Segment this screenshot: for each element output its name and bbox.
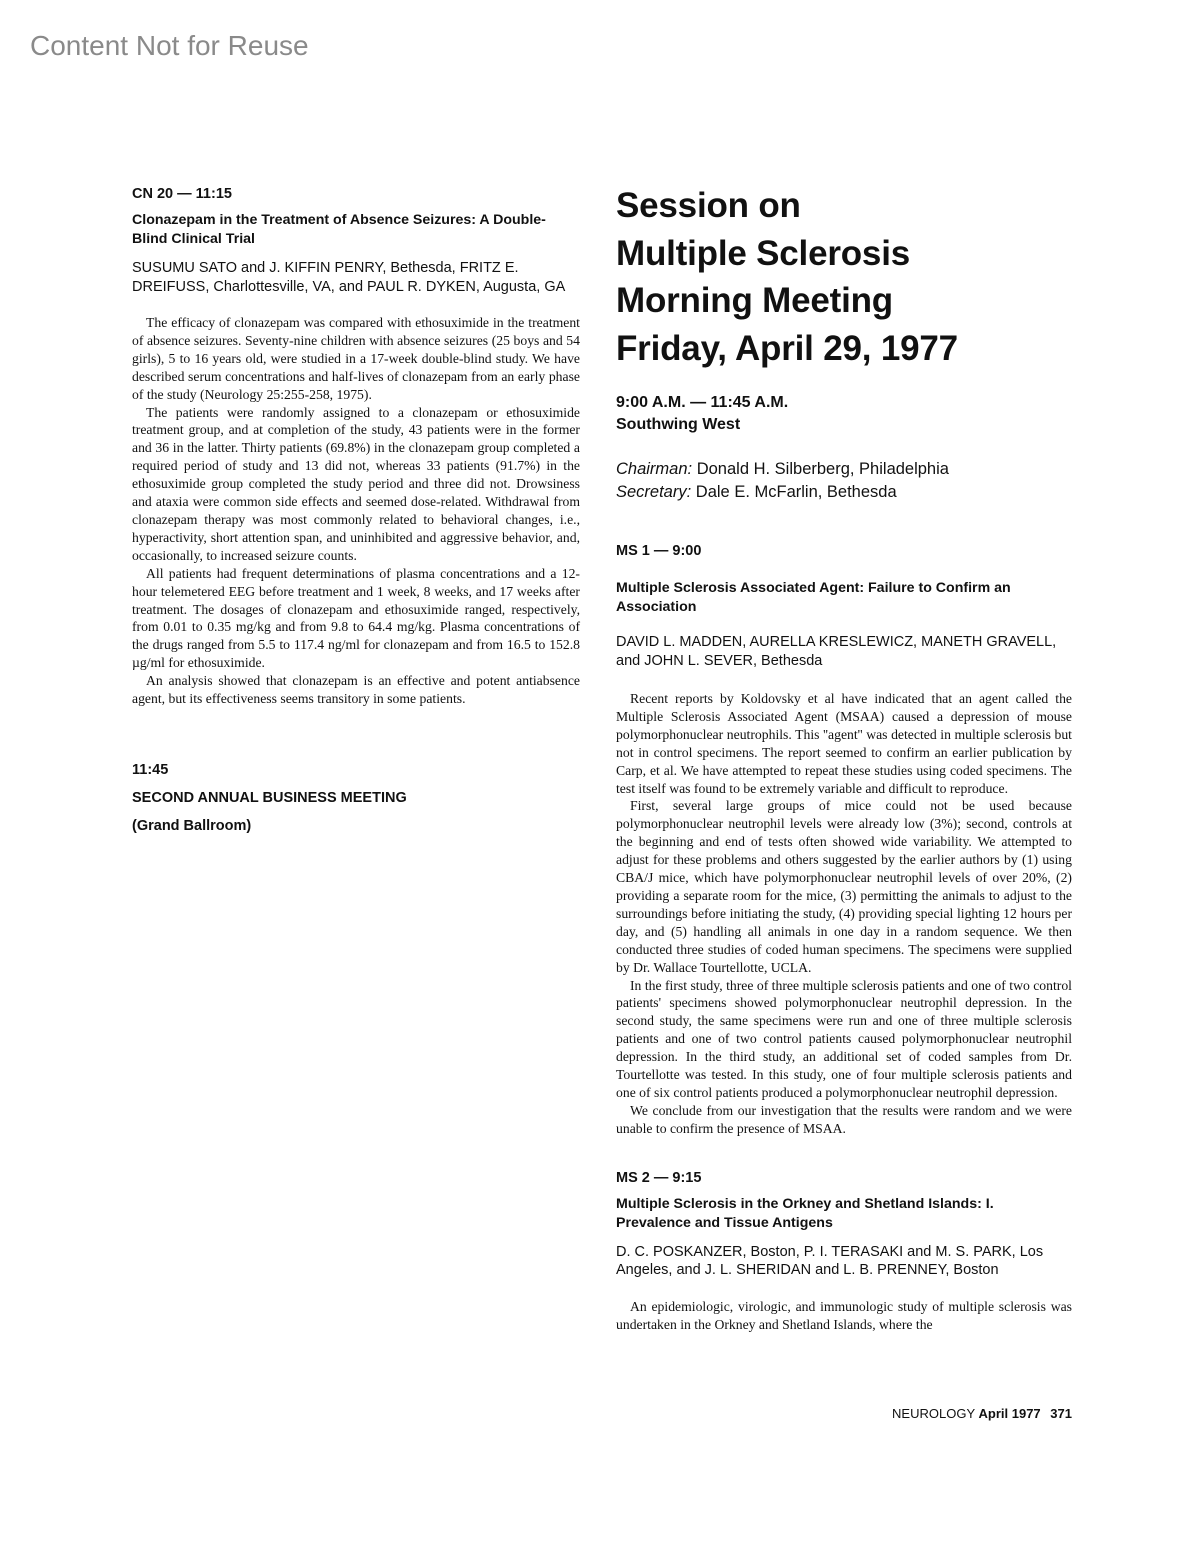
abstract-authors: SUSUMU SATO and J. KIFFIN PENRY, Bethesda, FRITZ E. DREIFUSS, Charlottesville, VA, and PAUL R. DYKEN, Augusta, GA: [132, 260, 566, 295]
session-title-line: Morning Meeting: [616, 281, 893, 320]
session-room: Southwing West: [616, 416, 741, 433]
secretary-name: Dale E. McFarlin, Bethesda: [695, 482, 897, 501]
abstract-body: [132, 314, 580, 708]
abstract-body: [616, 690, 1072, 1138]
abstract-paragraph: First, several large groups of mice could not be used because polymorphonuclear neutrophil levels were already low (3%); second, controls at the beginning and end of tests often showed wide variability. We attempted to adjust for these problems and others suggested by the earlier authors by (1) using CBA/J mice, which have polymorphonuclear neutrophil levels of over 20%, (2) providing a separate room for the mice, (3) permitting the animals to adjust to the surroundings before initiating the study, (4) providing special lighting 12 hours per day, and (5) handling all animals in one day in a random sequence. We then conducted three studies of coded human specimens. The specimens were supplied by Dr. Wallace Tourtellotte, UCLA.: [616, 798, 1072, 975]
session-time-block: [616, 392, 1072, 436]
abstract-paragraph: An analysis showed that clonazepam is an effective and potent antiabsence agent, but its effectiveness seems transitory in some patients.: [132, 673, 580, 707]
session-title-line: Multiple Sclerosis: [616, 233, 910, 273]
abstract-ms1: [616, 543, 1072, 1138]
abstract-title: Multiple Sclerosis Associated Agent: Failure to Confirm an Association: [616, 580, 1011, 615]
session-time-range: 9:00 A.M. — 11:45 A.M.: [616, 394, 789, 411]
chairman-name: Donald H. Silberberg, Philadelphia: [696, 460, 949, 478]
abstract-code: CN 20 — 11:15: [132, 186, 232, 202]
abstract-code: MS 1 — 9:00: [616, 543, 702, 559]
footer-page-number: 371: [1050, 1406, 1072, 1421]
secretary-label: Secretary:: [616, 482, 692, 501]
abstract-title: Clonazepam in the Treatment of Absence Seizures: A Double-Blind Clinical Trial: [132, 212, 546, 247]
abstract-paragraph: All patients had frequent determinations of plasma concentrations and a 12-hour telemetered EEG before treatment and 1 week, 8 weeks, and 17 weeks after treatment. The dosages of clonazepam and ethosuximide ranged, respectively, from 0.01 to 0.35 mg/kg and from 9.8 to 64.4 mg/kg. Plasma concentrations of the drugs ranged from 5.5 to 117.4 ng/ml for clonazepam and from 16.5 to 152.8 µg/ml for ethosuximide.: [132, 565, 580, 671]
abstract-body: [616, 1298, 1072, 1334]
abstract-authors: DAVID L. MADDEN, AURELLA KRESLEWICZ, MANETH GRAVELL, and JOHN L. SEVER, Bethesda: [616, 634, 1057, 669]
abstract-authors: D. C. POSKANZER, Boston, P. I. TERASAKI and M. S. PARK, Los Angeles, and J. L. SHERIDAN and L. B. PRENNEY, Boston: [616, 1243, 1044, 1279]
footer-journal: NEUROLOGY: [892, 1406, 975, 1421]
chairman-label: Chairman:: [616, 460, 693, 478]
abstract-paragraph: An epidemiologic, virologic, and immunologic study of multiple sclerosis was undertaken in the Orkney and Shetland Islands, where the: [616, 1298, 1072, 1332]
abstract-ms2: [616, 1170, 1072, 1334]
left-column: [132, 186, 580, 834]
session-title-line: Friday, April 29, 1977: [616, 328, 958, 368]
session-title: [616, 182, 1072, 372]
page-footer: [892, 1406, 1072, 1421]
business-meeting-location: (Grand Ballroom): [132, 817, 252, 834]
right-column: [616, 186, 1072, 1333]
watermark: Content Not for Reuse: [30, 30, 309, 61]
secretary-line: [616, 481, 1072, 504]
abstract-paragraph: We conclude from our investigation that the results were random and we were unable to confirm the presence of MSAA.: [616, 1102, 1072, 1136]
abstract-paragraph: The efficacy of clonazepam was compared with ethosuximide in the treatment of absence seizures. Seventy-nine children with absence seizures (25 boys and 54 girls), 5 to 16 years old, were studied in a 17-week double-blind study. We have described serum concentrations and half-lives of clonazepam from an early phase of the study (Neurology 25:255-258, 1975).: [132, 315, 580, 402]
session-title-line: Session on: [616, 186, 801, 225]
abstract-paragraph: The patients were randomly assigned to a clonazepam or ethosuximide treatment group, and at completion of the study, 43 patients were in the former and 36 in the latter. Thirty patients (69.8%) in the clonazepam group completed a required period of study and 13 did not, whereas 33 patients (91.7%) in the ethosuximide group completed the study period and three did not. Drowsiness and ataxia were common side effects and seemed dose-related. Withdrawal from clonazepam therapy was most commonly related to behavioral changes, i.e., hyperactivity, short attention span, and uninhibited and aggressive behavior, and, occasionally, to increased seizure counts.: [132, 404, 580, 563]
business-meeting-title: SECOND ANNUAL BUSINESS MEETING: [132, 789, 407, 806]
business-meeting: [132, 762, 580, 834]
chairman-line: [616, 458, 1072, 481]
abstract-title: Multiple Sclerosis in the Orkney and Shetland Islands: I. Prevalence and Tissue Antigens: [616, 1195, 994, 1231]
business-meeting-time: 11:45: [132, 761, 169, 778]
session-officers: [616, 458, 1072, 503]
footer-issue: April 1977: [978, 1406, 1041, 1421]
abstract-paragraph: In the first study, three of three multiple sclerosis patients and one of two control patients' specimens showed polymorphonuclear neutrophil depression. In the second study, the same specimens were run and one of three multiple sclerosis patients and one of two control patients caused polymorphonuclear neutrophil depression. In the third study, an additional set of coded samples from Dr. Tourtellotte was tested. In this study, one of four multiple sclerosis patients and one of six control patients produced a polymorphonuclear neutrophil depression.: [616, 977, 1072, 1100]
abstract-paragraph: Recent reports by Koldovsky et al have indicated that an agent called the Multiple Sclerosis Associated Agent (MSAA) caused a depression of mouse polymorphonuclear neutrophils. This ''agent'' was detected in multiple sclerosis but not in control specimens. The report seemed to confirm an earlier publication by Carp, et al. We have attempted to repeat these studies using coded specimens. The test itself was found to be extremely variable and difficult to reproduce.: [616, 691, 1072, 796]
abstract-code: MS 2 — 9:15: [616, 1169, 702, 1186]
abstract-cn20: [132, 186, 580, 708]
